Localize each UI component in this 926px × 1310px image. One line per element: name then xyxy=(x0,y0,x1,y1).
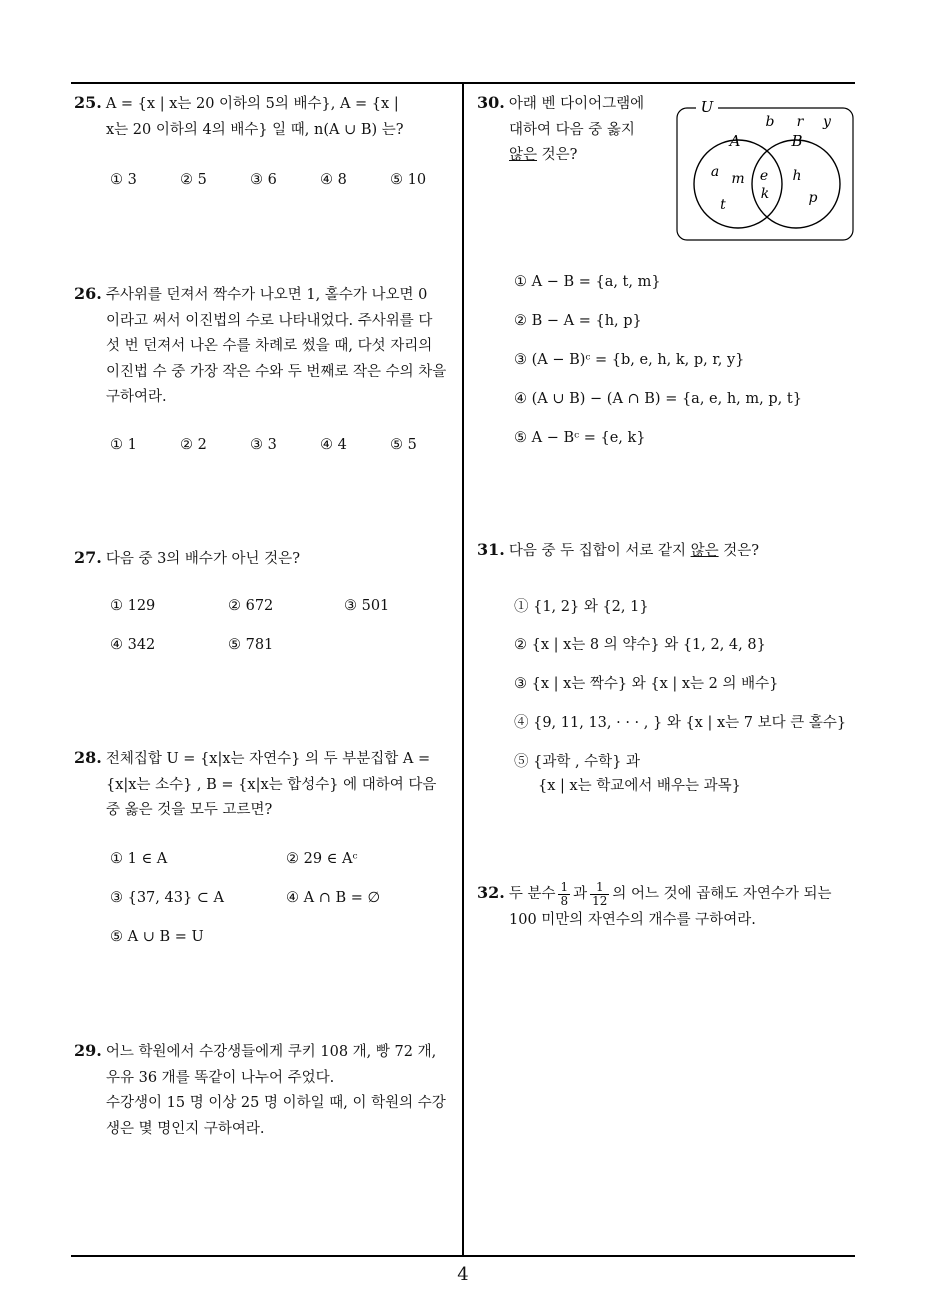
question-32 xyxy=(477,878,862,931)
option-4[interactable]: ④ 4 xyxy=(320,437,347,453)
question-26 xyxy=(74,281,459,411)
question-number: 27. xyxy=(74,548,102,567)
option-2[interactable]: ② 672 xyxy=(228,598,274,614)
fraction-one-eighth: $\frac{1}{8}$ xyxy=(560,879,569,908)
option-4[interactable]: ④ 342 xyxy=(110,637,156,653)
question-text: 어느 학원에서 수강생들에게 쿠키 108 개, 빵 72 개, xyxy=(105,1044,437,1060)
option-4[interactable]: ④ {9, 11, 13, · · · , } 와 {x | x는 7 보다 큰 홀수} xyxy=(514,715,847,731)
question-text: 생은 몇 명인지 구하여라. xyxy=(106,1120,265,1137)
element-label: e xyxy=(759,168,769,184)
element-label: y xyxy=(823,114,831,130)
question-number: 31. xyxy=(477,540,505,559)
option-2[interactable]: ② 2 xyxy=(180,437,207,453)
question-number: 30. xyxy=(477,93,505,112)
question-text: 이라고 써서 이진법의 수로 나타내었다. 주사위를 다 xyxy=(106,312,433,329)
question-text: 수강생이 15 명 이상 25 명 이하일 때, 이 학원의 수강 xyxy=(106,1095,446,1111)
question-text: 두 분수 xyxy=(508,886,556,902)
question-text: 것은? xyxy=(718,543,759,559)
option-5[interactable]: ⑤ 10 xyxy=(390,172,427,188)
option-5[interactable]: ⑤ 5 xyxy=(390,437,417,453)
option-1[interactable]: ① A − B = {a, t, m} xyxy=(514,274,661,290)
question-text: 다음 중 두 집합이 서로 같지 xyxy=(508,543,691,559)
question-text: 다음 중 3의 배수가 아닌 것은? xyxy=(105,551,300,567)
question-text: 구하여라. xyxy=(106,389,167,405)
option-5[interactable]: ⑤ 781 xyxy=(228,637,274,653)
question-30 xyxy=(477,90,667,169)
option-3[interactable]: ③ 501 xyxy=(344,598,390,614)
question-text: 주사위를 던져서 짝수가 나오면 1, 홀수가 나오면 0 xyxy=(105,287,428,303)
element-label: a xyxy=(710,164,720,180)
set-a-label: A xyxy=(729,132,741,150)
question-number: 26. xyxy=(74,284,102,303)
question-text: 것은? xyxy=(537,147,578,163)
column-divider xyxy=(462,82,464,1257)
question-25 xyxy=(74,90,459,143)
option-1[interactable]: ① {1, 2} 와 {2, 1} xyxy=(514,599,649,615)
page-number: 4 xyxy=(457,1264,469,1285)
element-label: h xyxy=(792,168,802,184)
underlined-text: 않은 xyxy=(690,543,719,559)
question-text: x는 20 이하의 4의 배수} 일 때, n(A ∪ B) 는? xyxy=(106,121,404,138)
option-2[interactable]: ② B − A = {h, p} xyxy=(514,313,642,329)
option-3[interactable]: ③ (A − B)ᶜ = {b, e, h, k, p, r, y} xyxy=(514,352,745,368)
question-text: A = {x | x는 20 이하의 5의 배수}, A = {x | xyxy=(105,96,399,112)
option-5[interactable]: ⑤ A ∪ B = U xyxy=(110,929,204,945)
option-5-continued: {x | x는 학교에서 배우는 과목} xyxy=(538,778,741,794)
option-3[interactable]: ③ {37, 43} ⊂ A xyxy=(110,890,225,906)
element-label: b xyxy=(765,114,775,130)
question-text: 과 xyxy=(573,886,588,902)
option-1[interactable]: ① 1 ∈ A xyxy=(110,851,168,867)
element-label: r xyxy=(796,114,804,130)
question-27 xyxy=(74,545,459,573)
option-3[interactable]: ③ 3 xyxy=(250,437,277,453)
option-5[interactable]: ⑤ A − Bᶜ = {e, k} xyxy=(514,430,646,446)
option-4[interactable]: ④ (A ∪ B) − (A ∩ B) = {a, e, h, m, p, t} xyxy=(514,391,802,407)
option-1[interactable]: ① 3 xyxy=(110,172,137,188)
question-text: 전체집합 U = {x|x는 자연수} 의 두 부분집합 A = xyxy=(105,751,431,767)
question-text: 의 어느 것에 곱해도 자연수가 되는 xyxy=(612,886,832,902)
question-number: 25. xyxy=(74,93,102,112)
question-number: 32. xyxy=(477,883,505,902)
element-label: p xyxy=(808,190,818,206)
option-2[interactable]: ② {x | x는 8 의 약수} 와 {1, 2, 4, 8} xyxy=(514,637,766,653)
question-text: 이진법 수 중 가장 작은 수와 두 번째로 작은 수의 차을 xyxy=(106,363,447,380)
option-4[interactable]: ④ A ∩ B = ∅ xyxy=(286,890,381,906)
fraction-one-twelfth: $\frac{1}{12}$ xyxy=(592,879,608,908)
question-number: 29. xyxy=(74,1041,102,1060)
option-1[interactable]: ① 1 xyxy=(110,437,137,453)
option-1[interactable]: ① 129 xyxy=(110,598,156,614)
element-label: k xyxy=(760,186,770,202)
element-label: t xyxy=(720,197,726,213)
option-2[interactable]: ② 29 ∈ Aᶜ xyxy=(286,851,358,867)
question-text: 대하여 다음 중 옳지 xyxy=(509,121,635,138)
question-29 xyxy=(74,1038,459,1142)
question-31 xyxy=(477,537,857,565)
question-text: 우유 36 개를 똑같이 나누어 주었다. xyxy=(106,1069,335,1086)
question-28 xyxy=(74,745,459,824)
underlined-text: 않은 xyxy=(509,147,538,163)
question-text: 섯 번 던져서 나온 수를 차례로 썼을 때, 다섯 자리의 xyxy=(106,338,433,354)
question-text: {x|x는 소수} , B = {x|x는 합성수} 에 대하여 다음 xyxy=(106,776,437,793)
element-label: m xyxy=(731,171,745,187)
option-2[interactable]: ② 5 xyxy=(180,172,207,188)
question-text: 아래 벤 다이어그램에 xyxy=(508,96,645,112)
set-b-circle xyxy=(752,140,840,228)
option-4[interactable]: ④ 8 xyxy=(320,172,347,188)
option-3[interactable]: ③ {x | x는 짝수} 와 {x | x는 2 의 배수} xyxy=(514,676,779,692)
question-text: 100 미만의 자연수의 개수를 구하여라. xyxy=(509,912,756,928)
question-number: 28. xyxy=(74,748,102,767)
set-b-label: B xyxy=(791,132,803,150)
question-text: 중 옳은 것을 모두 고르면? xyxy=(106,802,273,818)
universe-label: U xyxy=(700,98,714,116)
option-5[interactable]: ⑤ {과학 , 수학} 과 xyxy=(514,754,641,770)
venn-diagram xyxy=(670,96,860,246)
option-3[interactable]: ③ 6 xyxy=(250,172,277,188)
bottom-rule xyxy=(71,1255,855,1257)
